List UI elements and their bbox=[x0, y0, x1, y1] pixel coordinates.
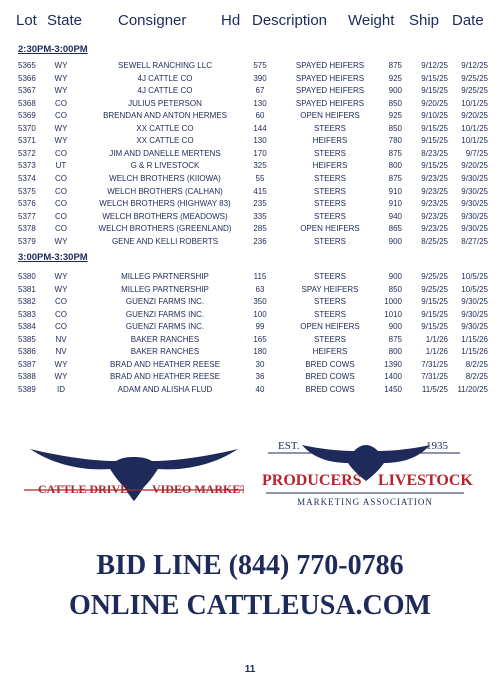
consigner-cell: WELCH BROTHERS (CALHAN) bbox=[107, 186, 223, 196]
description-cell: BRED COWS bbox=[305, 372, 355, 382]
consigner-cell: BRENDAN AND ANTON HERMES bbox=[103, 111, 227, 121]
lot-cell: 5375 bbox=[18, 186, 36, 196]
consigner-cell: WELCH BROTHERS (MEADOWS) bbox=[102, 211, 228, 221]
consigner-cell: MILLEG PARTNERSHIP bbox=[121, 272, 209, 281]
consigner-cell: WELCH BROTHERS (KIIOWA) bbox=[109, 173, 221, 183]
head-count-cell: 130 bbox=[253, 98, 267, 108]
date-cell: 9/20/25 bbox=[461, 161, 488, 171]
weight-cell: 800 bbox=[388, 347, 402, 357]
head-count-cell: 390 bbox=[253, 73, 267, 83]
ship-date-cell: 9/15/25 bbox=[421, 73, 448, 83]
date-cell: 10/5/25 bbox=[461, 272, 488, 281]
description-cell: STEERS bbox=[313, 173, 346, 183]
description-cell: STEERS bbox=[313, 199, 346, 209]
consigner-cell: G & R LIVESTOCK bbox=[130, 161, 200, 171]
description-cell: STEERS bbox=[313, 334, 346, 344]
ship-date-cell: 1/1/26 bbox=[425, 334, 448, 344]
consigner-cell: WELCH BROTHERS (GREENLAND) bbox=[98, 224, 232, 234]
state-cell: CO bbox=[55, 148, 67, 158]
head-count-cell: 55 bbox=[255, 173, 265, 183]
consigner-cell: JIM AND DANELLE MERTENS bbox=[109, 148, 221, 158]
lot-cell: 5386 bbox=[18, 347, 36, 357]
head-count-cell: 40 bbox=[255, 384, 265, 394]
table-row bbox=[0, 199, 500, 211]
table-row bbox=[0, 161, 500, 173]
date-cell: 10/5/25 bbox=[461, 284, 488, 294]
ship-date-cell: 8/23/25 bbox=[421, 148, 448, 158]
weight-cell: 900 bbox=[388, 236, 402, 246]
logo-year: 1935 bbox=[426, 440, 448, 452]
date-cell: 9/30/25 bbox=[461, 211, 488, 221]
head-count-cell: 180 bbox=[253, 347, 267, 357]
description-cell: STEERS bbox=[313, 186, 346, 196]
lot-cell: 5380 bbox=[18, 272, 36, 281]
head-count-cell: 36 bbox=[255, 372, 265, 382]
header-hd: Hd bbox=[221, 12, 241, 29]
weight-cell: 940 bbox=[388, 211, 402, 221]
weight-cell: 900 bbox=[388, 86, 402, 96]
date-cell: 9/12/25 bbox=[461, 61, 488, 70]
date-cell: 9/7/25 bbox=[465, 148, 488, 158]
consigner-cell: GUENZI FARMS INC. bbox=[125, 309, 205, 319]
description-cell: OPEN HEIFERS bbox=[300, 322, 360, 332]
weight-cell: 875 bbox=[388, 334, 402, 344]
description-cell: HEIFERS bbox=[312, 161, 348, 171]
date-cell: 10/1/25 bbox=[461, 136, 488, 146]
description-cell: BRED COWS bbox=[305, 359, 355, 369]
ship-date-cell: 9/15/25 bbox=[421, 161, 448, 171]
header-ship: Ship bbox=[409, 12, 440, 29]
column-header bbox=[0, 12, 500, 34]
weight-cell: 850 bbox=[388, 284, 402, 294]
weight-cell: 1010 bbox=[384, 309, 402, 319]
state-cell: CO bbox=[55, 211, 67, 221]
consigner-cell: ADAM AND ALISHA FLUD bbox=[117, 384, 213, 394]
date-cell: 9/25/25 bbox=[461, 73, 488, 83]
date-cell: 9/30/25 bbox=[461, 322, 488, 332]
ship-date-cell: 8/25/25 bbox=[421, 236, 448, 246]
table-row bbox=[0, 149, 500, 161]
table-row bbox=[0, 99, 500, 111]
header-state: State bbox=[47, 12, 83, 29]
weight-cell: 910 bbox=[388, 186, 402, 196]
table-row bbox=[0, 124, 500, 136]
description-cell: STEERS bbox=[313, 297, 346, 307]
ship-date-cell: 7/31/25 bbox=[421, 359, 448, 369]
lot-cell: 5381 bbox=[18, 284, 36, 294]
lot-cell: 5384 bbox=[18, 322, 36, 332]
ship-date-cell: 9/10/25 bbox=[421, 111, 448, 121]
date-cell: 8/2/25 bbox=[465, 359, 488, 369]
ship-date-cell: 9/25/25 bbox=[421, 272, 448, 281]
logo-livestock: LIVESTOCK bbox=[378, 472, 473, 489]
weight-cell: 865 bbox=[388, 224, 402, 234]
head-count-cell: 285 bbox=[253, 224, 267, 234]
lot-cell: 5376 bbox=[18, 199, 36, 209]
description-cell: STEERS bbox=[313, 123, 346, 133]
table-row bbox=[0, 74, 500, 86]
description-cell: STEERS bbox=[313, 148, 346, 158]
table-row bbox=[0, 347, 500, 359]
date-cell: 9/20/25 bbox=[461, 111, 488, 121]
steer-head-icon bbox=[258, 435, 473, 515]
lot-cell: 5367 bbox=[18, 86, 36, 96]
date-cell: 1/15/26 bbox=[461, 347, 488, 357]
date-cell: 9/25/25 bbox=[461, 86, 488, 96]
date-cell: 9/30/25 bbox=[461, 224, 488, 234]
head-count-cell: 335 bbox=[253, 211, 267, 221]
lot-cell: 5371 bbox=[18, 136, 36, 146]
head-count-cell: 235 bbox=[253, 199, 267, 209]
state-cell: WY bbox=[54, 372, 68, 382]
logo-cattle-drive: CATTLE DRIVE bbox=[38, 482, 129, 496]
consigner-cell: BRAD AND HEATHER REESE bbox=[109, 359, 221, 369]
lot-cell: 5365 bbox=[18, 61, 36, 70]
ship-date-cell: 9/15/25 bbox=[421, 309, 448, 319]
consigner-cell: XX CATTLE CO bbox=[136, 123, 194, 133]
consigner-cell: 4J CATTLE CO bbox=[137, 86, 193, 96]
weight-cell: 900 bbox=[388, 272, 402, 281]
date-cell: 10/1/25 bbox=[461, 123, 488, 133]
lot-cell: 5377 bbox=[18, 211, 36, 221]
description-cell: OPEN HEIFERS bbox=[300, 111, 360, 121]
table-row bbox=[0, 237, 500, 249]
page-number: 11 bbox=[244, 664, 256, 675]
description-cell: HEIFERS bbox=[312, 136, 348, 146]
ship-date-cell: 9/23/25 bbox=[421, 199, 448, 209]
consigner-cell: XX CATTLE CO bbox=[136, 136, 194, 146]
logo-producers: PRODUCERS bbox=[262, 472, 362, 489]
lot-cell: 5373 bbox=[18, 161, 36, 171]
ship-date-cell: 9/23/25 bbox=[421, 211, 448, 221]
table-row bbox=[0, 111, 500, 123]
bid-line: BID LINE (844) 770-0786 bbox=[96, 550, 404, 581]
date-cell: 9/30/25 bbox=[461, 297, 488, 307]
description-cell: SPAYED HEIFERS bbox=[295, 86, 365, 96]
consigner-cell: BRAD AND HEATHER REESE bbox=[109, 372, 221, 382]
date-cell: 9/30/25 bbox=[461, 309, 488, 319]
consigner-cell: BAKER RANCHES bbox=[130, 347, 200, 357]
consigner-cell: SEWELL RANCHING LLC bbox=[118, 61, 212, 70]
ship-date-cell: 11/5/25 bbox=[421, 384, 448, 394]
ship-date-cell: 1/1/26 bbox=[425, 347, 448, 357]
state-cell: CO bbox=[55, 297, 67, 307]
weight-cell: 780 bbox=[388, 136, 402, 146]
table-row bbox=[0, 297, 500, 309]
header-description: Description bbox=[252, 12, 328, 29]
online-url: ONLINE CATTLEUSA.COM bbox=[69, 590, 431, 621]
weight-cell: 850 bbox=[388, 98, 402, 108]
weight-cell: 875 bbox=[388, 173, 402, 183]
ship-date-cell: 9/23/25 bbox=[421, 173, 448, 183]
section-title: 3:00PM-3:30PM bbox=[18, 252, 88, 263]
state-cell: CO bbox=[55, 199, 67, 209]
head-count-cell: 30 bbox=[255, 359, 265, 369]
table-row bbox=[0, 187, 500, 199]
date-cell: 8/2/25 bbox=[465, 372, 488, 382]
table-row bbox=[0, 310, 500, 322]
head-count-cell: 236 bbox=[253, 236, 267, 246]
head-count-cell: 67 bbox=[255, 86, 265, 96]
logo-est: EST. bbox=[278, 440, 300, 452]
state-cell: NV bbox=[55, 334, 67, 344]
consigner-cell: BAKER RANCHES bbox=[130, 334, 200, 344]
date-cell: 9/30/25 bbox=[461, 173, 488, 183]
head-count-cell: 99 bbox=[255, 322, 265, 332]
section-title: 2:30PM-3:00PM bbox=[18, 44, 88, 55]
weight-cell: 910 bbox=[388, 199, 402, 209]
ship-date-cell: 9/15/25 bbox=[421, 297, 448, 307]
header-consigner: Consigner bbox=[118, 12, 187, 29]
lot-cell: 5378 bbox=[18, 224, 36, 234]
consigner-cell: MILLEG PARTNERSHIP bbox=[121, 284, 209, 294]
head-count-cell: 170 bbox=[253, 148, 267, 158]
lot-cell: 5374 bbox=[18, 173, 36, 183]
weight-cell: 1390 bbox=[384, 359, 402, 369]
head-count-cell: 575 bbox=[253, 61, 267, 70]
table-row bbox=[0, 335, 500, 347]
ship-date-cell: 9/20/25 bbox=[421, 98, 448, 108]
state-cell: WY bbox=[54, 359, 68, 369]
weight-cell: 900 bbox=[388, 322, 402, 332]
header-weight: Weight bbox=[348, 12, 395, 29]
head-count-cell: 130 bbox=[253, 136, 267, 146]
table-row bbox=[0, 212, 500, 224]
logo-marketing-association: MARKETING ASSOCIATION bbox=[297, 497, 433, 507]
description-cell: HEIFERS bbox=[312, 347, 348, 357]
weight-cell: 1000 bbox=[384, 297, 402, 307]
table-row bbox=[0, 360, 500, 372]
weight-cell: 925 bbox=[388, 73, 402, 83]
state-cell: CO bbox=[55, 224, 67, 234]
ship-date-cell: 9/15/25 bbox=[421, 123, 448, 133]
description-cell: SPAYED HEIFERS bbox=[295, 73, 365, 83]
description-cell: STEERS bbox=[313, 309, 346, 319]
state-cell: UT bbox=[55, 161, 67, 171]
weight-cell: 850 bbox=[388, 123, 402, 133]
ship-date-cell: 9/15/25 bbox=[421, 322, 448, 332]
ship-date-cell: 9/15/25 bbox=[421, 86, 448, 96]
head-count-cell: 350 bbox=[253, 297, 267, 307]
head-count-cell: 415 bbox=[253, 186, 267, 196]
date-cell: 9/30/25 bbox=[461, 186, 488, 196]
state-cell: WY bbox=[54, 136, 68, 146]
logo-video-market: VIDEO MARKET bbox=[152, 482, 244, 496]
date-cell: 1/15/26 bbox=[461, 334, 488, 344]
state-cell: WY bbox=[54, 61, 68, 70]
table-row bbox=[0, 322, 500, 334]
state-cell: CO bbox=[55, 186, 67, 196]
lot-cell: 5370 bbox=[18, 123, 36, 133]
lot-cell: 5372 bbox=[18, 148, 36, 158]
state-cell: CO bbox=[55, 322, 67, 332]
description-cell: BRED COWS bbox=[305, 384, 355, 394]
ship-date-cell: 9/23/25 bbox=[421, 224, 448, 234]
date-cell: 11/20/25 bbox=[457, 384, 488, 394]
table-row bbox=[0, 86, 500, 98]
consigner-cell: 4J CATTLE CO bbox=[137, 73, 193, 83]
head-count-cell: 325 bbox=[253, 161, 267, 171]
state-cell: WY bbox=[54, 284, 68, 294]
ship-date-cell: 9/15/25 bbox=[421, 136, 448, 146]
ship-date-cell: 9/23/25 bbox=[421, 186, 448, 196]
description-cell: SPAY HEIFERS bbox=[301, 284, 359, 294]
ship-date-cell: 9/25/25 bbox=[421, 284, 448, 294]
header-lot: Lot bbox=[16, 12, 37, 29]
lot-cell: 5387 bbox=[18, 359, 36, 369]
state-cell: CO bbox=[55, 173, 67, 183]
cattle-drive-video-market-logo bbox=[24, 435, 244, 510]
date-cell: 8/27/25 bbox=[461, 236, 488, 246]
weight-cell: 875 bbox=[388, 148, 402, 158]
weight-cell: 1400 bbox=[384, 372, 402, 382]
head-count-cell: 144 bbox=[253, 123, 267, 133]
longhorn-icon bbox=[24, 435, 244, 510]
table-row bbox=[0, 174, 500, 186]
head-count-cell: 115 bbox=[253, 272, 267, 281]
weight-cell: 875 bbox=[388, 61, 402, 70]
consigner-cell: GUENZI FARMS INC. bbox=[125, 322, 205, 332]
table-row bbox=[0, 224, 500, 236]
description-cell: SPAYED HEIFERS bbox=[295, 98, 365, 108]
lot-cell: 5388 bbox=[18, 372, 36, 382]
head-count-cell: 60 bbox=[255, 111, 265, 121]
weight-cell: 800 bbox=[388, 161, 402, 171]
state-cell: CO bbox=[55, 309, 67, 319]
head-count-cell: 165 bbox=[253, 334, 267, 344]
weight-cell: 925 bbox=[388, 111, 402, 121]
description-cell: STEERS bbox=[313, 272, 346, 281]
state-cell: WY bbox=[54, 123, 68, 133]
lot-cell: 5385 bbox=[18, 334, 36, 344]
table-row bbox=[0, 272, 500, 284]
table-row bbox=[0, 372, 500, 384]
state-cell: WY bbox=[54, 236, 68, 246]
lot-cell: 5366 bbox=[18, 73, 36, 83]
header-date: Date bbox=[452, 12, 484, 29]
lot-cell: 5382 bbox=[18, 297, 36, 307]
lot-cell: 5379 bbox=[18, 236, 36, 246]
ship-date-cell: 7/31/25 bbox=[421, 372, 448, 382]
table-row bbox=[0, 61, 500, 73]
table-row bbox=[0, 285, 500, 297]
consigner-cell: GENE AND KELLI ROBERTS bbox=[111, 236, 219, 246]
state-cell: ID bbox=[57, 384, 65, 394]
lot-cell: 5369 bbox=[18, 111, 36, 121]
table-row bbox=[0, 385, 500, 397]
lot-cell: 5383 bbox=[18, 309, 36, 319]
consigner-cell: GUENZI FARMS INC. bbox=[125, 297, 205, 307]
date-cell: 9/30/25 bbox=[461, 199, 488, 209]
producers-livestock-logo bbox=[258, 435, 473, 515]
table-row bbox=[0, 136, 500, 148]
head-count-cell: 63 bbox=[255, 284, 265, 294]
date-cell: 10/1/25 bbox=[461, 98, 488, 108]
ship-date-cell: 9/12/25 bbox=[421, 61, 448, 70]
state-cell: WY bbox=[54, 73, 68, 83]
consigner-cell: WELCH BROTHERS (HIGHWAY 83) bbox=[99, 199, 231, 209]
state-cell: CO bbox=[55, 98, 67, 108]
description-cell: SPAYED HEIFERS bbox=[295, 61, 365, 70]
state-cell: WY bbox=[54, 86, 68, 96]
description-cell: OPEN HEIFERS bbox=[300, 224, 360, 234]
lot-cell: 5368 bbox=[18, 98, 36, 108]
description-cell: STEERS bbox=[313, 236, 346, 246]
weight-cell: 1450 bbox=[384, 384, 402, 394]
state-cell: NV bbox=[55, 347, 67, 357]
description-cell: STEERS bbox=[313, 211, 346, 221]
state-cell: WY bbox=[54, 272, 68, 281]
state-cell: CO bbox=[55, 111, 67, 121]
consigner-cell: JULIUS PETERSON bbox=[128, 98, 202, 108]
head-count-cell: 100 bbox=[253, 309, 267, 319]
lot-cell: 5389 bbox=[18, 384, 36, 394]
